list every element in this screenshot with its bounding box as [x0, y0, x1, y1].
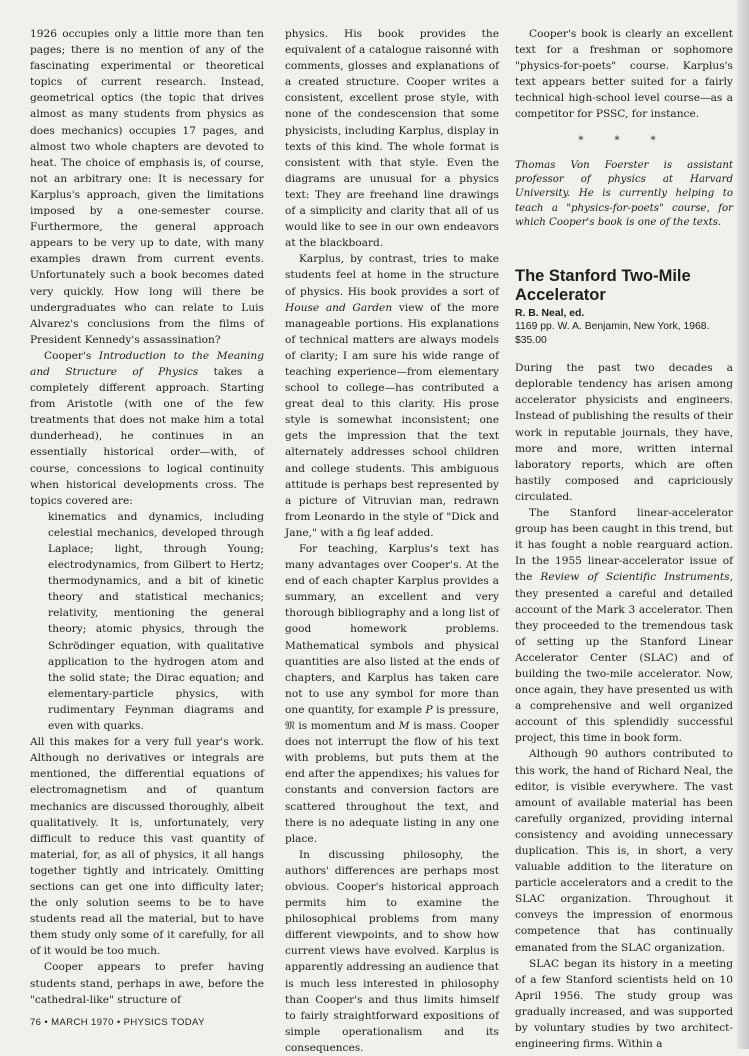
column-1 — [30, 26, 264, 1008]
review-meta — [515, 307, 733, 348]
text-span: is pressure, — [432, 703, 499, 716]
text-span: is momentum and — [294, 720, 399, 733]
text-span: For teaching, Karplus's text has many advantages over Cooper's. At the end of each chapter Karplus provides a summary, an excellent and very thorough bibliography and a long list of good homework problems. Mathematical symbols and physical quantities are also listed at the ends of chapters, and Karplus has taken care not to use any symbol for more than one quantity, for example — [285, 543, 499, 716]
paragraph — [30, 348, 264, 509]
topics-list: kinematics and dynamics, including celestial mechanics, developed through Laplace; light, through Young; electrodynamics, from Gilbert to Hertz; thermodynamics, and a bit of kinetic theory and statistical mechanics; relativity, mentioning the general theory; atomic physics, through the Schrödinger equation, with qualitative application to the hydrogen atom and the solid state; the Dirac equation; and elementary-particle physics, with rudimentary Feynman diagrams and even with quarks. — [48, 510, 264, 733]
text-span: view of the more manageable portions. His explanations of technical matters are always models of clarity; I am sure his wide range of teaching experience—from elementary school to college—has contributed a great deal to this clarity. His prose style is somewhat inconsistent; one gets the impression that the text alternately addresses school children and college students. This ambiguous attitude is perhaps best represented by a picture of Vitruvian man, redrawn from Leonardo in the style of "Dick and Jane," with a fig leaf added. — [285, 301, 499, 539]
paragraph: Although 90 authors contributed to this work, the hand of Richard Neal, the editor, is visible everywhere. The vast amount of available material has been carefully organized, providing internal consistency and avoiding unnecessary duplication. This is, in short, a very valuable addition to the literature on particle accelerators and a credit to the SLAC organization. Throughout it conveys the impression of enormous competence that has continually emanated from the SLAC organization. — [515, 748, 733, 954]
page-footer: 76 • MARCH 1970 • PHYSICS TODAY — [30, 1017, 205, 1028]
book-title: House and Garden — [285, 301, 393, 314]
page-edge-shadow — [737, 0, 749, 1049]
text-span: is mass. Cooper does not interrupt the flow of his text with problems, but puts them at the end after the appendixes; his values for constants and conversion factors are scattered throughout the text, and there is no adequate listing in any one place. — [285, 720, 499, 845]
paragraph — [515, 505, 733, 746]
paragraph: During the past two decades a deplorable tendency has arisen among accelerator physicists and engineers. Instead of publishing the results of their work in reputable journals, they have, more and more, written internal laboratory reports, which are often hastily composed and capriciously circulated. — [515, 362, 733, 503]
text-span: The Stanford linear-accelerator group has been caught in this trend, but it has fought a noble rearguard action. In the 1955 linear-accelerator issue of the — [515, 507, 733, 584]
paragraph: SLAC began its history in a meeting of a few Stanford scientists held on 10 April 1956. The study group was gradually increased, and was supported by voluntary studies by two architect-engineering firms. Within a — [515, 957, 733, 1051]
paragraph — [285, 251, 499, 541]
symbol: M — [398, 720, 410, 733]
column-3 — [515, 26, 733, 1052]
paragraph: 1926 occupies only a little more than ten pages; there is no mention of any of the fascinating experimental or theoretical topics of current research. Instead, geometrical optics (the topic that drives almost as many students from physics as does mechanics) occupies 17 pages, and almost two whole chapters are devoted to heat. The choice of emphasis is, of course, not an arbitrary one: It is necessary for Karplus's approach, given the limitations imposed by a one-semester course. Furthermore, the general approach appears to be very up to date, with many examples drawn from current events. Unfortunately such a book becomes dated very quickly. How long will there be undergraduates who can relate to Luis Alvarez's conclusions from the films of President Kennedy's assassination? — [30, 28, 264, 346]
text-span: , they presented a careful and detailed account of the Mark 3 accelerator. Then they proceeded to the tremendous task of setting up the Stanford Linear Accelerator Center (SLAC) and of building the two-mile accelerator. Now, once again, they have presented us with a comprehensive and well organized account of this splendidly successful project, this time in book form. — [515, 571, 733, 745]
section-divider: * * * — [578, 134, 670, 146]
review-author: R. B. Neal, ed. — [515, 307, 585, 319]
text-span: Karplus, by contrast, tries to make students feel at home in the structure of physics. His book provides a sort of — [285, 253, 499, 298]
text-span: takes a completely different approach. Starting from Aristotle (with one of the few treatments that does not make him a total dunderhead), he continues in an essentially historical order—with, of course, concessions to logical continuity when historical developments cross. The topics covered are: — [30, 365, 265, 507]
paragraph: All this makes for a very full year's work. Although no derivatives or integrals are mentioned, the differential equations of electromagnetism and of quantum mechanics are discussed thoroughly, albeit qualitatively. It is, unfortunately, very difficult to reduce this vast quantity of material, for, as all of physics, it all hangs together tightly and intricately. Omitting sections can get one into difficulty later; the only solution seems to be to have students read all the material, but to have them study only some of it carefully, for all of it would be too much. — [30, 736, 264, 958]
review-details: 1169 pp. W. A. Benjamin, New York, 1968. $35.00 — [515, 321, 710, 346]
column-2 — [285, 26, 499, 1056]
paragraph: Cooper's book is clearly an excellent text for a freshman or sophomore "physics-for-poets" course. Karplus's text appears better suited for a fairly technical high-school level course—as a competitor for PSSC, for instance. — [515, 28, 733, 121]
journal-title: Review of Scientific Instruments — [540, 571, 730, 584]
symbol: 𝔐 — [285, 720, 295, 733]
paragraph: In discussing philosophy, the authors' differences are perhaps most obvious. Cooper's historical approach permits him to examine the philosophical problems from many different viewpoints, and to show how current views have evolved. Karplus is apparently addressing an audience that is much less interested in philosophy than Cooper's and thus limits himself to fairly straightforward expositions of simple operationalism and its consequences. — [285, 848, 499, 1054]
book-title: Introduction to the Meaning and Structure of Physics — [30, 349, 264, 378]
review-body — [515, 360, 733, 1052]
review-title: The Stanford Two-Mile Accelerator — [515, 266, 691, 304]
paragraph: physics. His book provides the equivalent of a catalogue raisonné with comments, glosses and explanations of a created structure. Cooper writes a consistent, excellent prose style, with none of the condescension that some physicists, including Karplus, display in texts of this kind. The whole format is consistent with that style. Even the diagrams are unusual for a physics text: They are freehand line drawings of a simplicity and clarity that all of us would like to see in our own endeavors at the blackboard. — [285, 28, 499, 250]
paragraph: Cooper appears to prefer having students stand, perhaps in awe, before the "cathedral-like" structure of — [30, 961, 264, 1006]
author-bio: Thomas Von Foerster is assistant professor of physics at Harvard University. He is currently helping to teach a "physics-for-poets" course, for which Cooper's book is one of the texts. — [515, 159, 733, 229]
paragraph — [285, 541, 499, 847]
text-span: Cooper's — [44, 349, 99, 362]
symbol: P — [425, 703, 433, 716]
